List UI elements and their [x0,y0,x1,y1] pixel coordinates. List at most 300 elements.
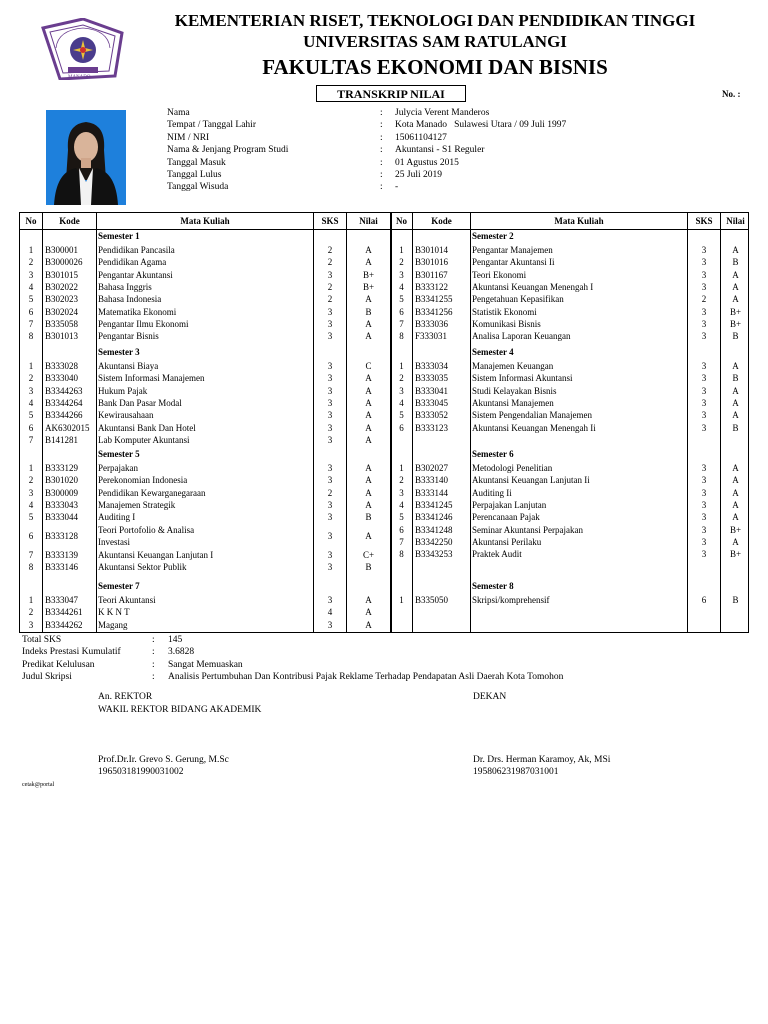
row-course: Praktek Audit [472,549,522,560]
row-grade: A [365,434,372,445]
row-code: B333043 [45,499,79,510]
row-grade: A [365,245,372,255]
student-field-label: Tempat / Tanggal Lahir [167,120,256,131]
row-course: Statistik Ekonomi [472,306,537,317]
row-sks: 3 [701,549,707,560]
student-field-colon: : [380,182,383,193]
row-course: Akuntansi Manajemen [472,397,554,408]
row-no: 6 [28,422,34,433]
row-code: B301014 [415,245,449,255]
row-sks: 3 [701,373,707,384]
row-grade: B+ [729,318,742,329]
summary-value: 3.6828 [168,647,195,658]
row-course: Perpajakan Lanjutan [472,499,547,510]
row-course: Seminar Akuntansi Perpajakan [472,524,583,535]
row-code: B301013 [45,331,79,342]
row-sks: 3 [701,410,707,421]
row-no: 5 [28,512,34,523]
row-sks: 3 [701,385,707,396]
row-no: 1 [28,361,34,371]
row-sks: 3 [327,595,333,605]
row-grade: A [732,281,739,292]
column-header-mk: Mata Kuliah [554,216,604,226]
row-course: Teori Ekonomi [472,269,527,280]
row-no: 2 [28,475,34,486]
row-sks: 2 [327,294,333,305]
row-code: B3342250 [415,536,453,547]
row-code: B333123 [415,422,449,433]
row-no: 4 [28,397,34,408]
row-no: 5 [399,410,404,421]
row-sks: 3 [327,385,333,396]
row-grade: A [365,410,372,421]
student-field-colon: : [380,132,383,143]
row-no: 2 [399,475,404,486]
row-code: B301015 [45,269,79,280]
row-no: 6 [28,306,34,317]
row-course: Auditing I [98,512,136,523]
row-grade: A [365,530,372,541]
row-no: 4 [399,281,404,292]
row-code: B333146 [45,561,79,572]
row-grade: A [365,318,372,329]
column-header-sks: SKS [321,216,339,226]
row-sks: 3 [701,524,707,535]
row-no: 6 [399,306,404,317]
row-course: Skripsi/komprehensif [472,595,550,605]
row-code: B333028 [45,361,79,371]
row-no: 2 [28,257,34,268]
row-code: B333045 [415,397,449,408]
row-grade: A [732,512,739,523]
row-grade: C+ [362,549,375,560]
row-code: B333040 [45,373,79,384]
row-no: 3 [28,619,34,630]
row-grade: A [732,385,739,396]
row-grade: A [732,269,739,280]
row-course: Metodologi Penelitian [472,463,553,473]
row-course: Pengantar Manajemen [472,245,553,255]
student-field-value: Akuntansi - S1 Reguler [395,145,485,156]
row-grade: A [365,499,372,510]
faculty-title: FAKULTAS EKONOMI DAN BISNIS [262,55,608,79]
row-code: B3344266 [45,410,83,421]
row-course: Magang [98,619,128,630]
row-no: 1 [28,463,34,473]
row-grade: A [365,331,372,342]
row-sks: 3 [327,434,333,445]
row-no: 2 [399,257,404,268]
row-code: B3341245 [415,499,453,510]
row-grade: B [365,306,372,317]
row-course: Bahasa Inggris [98,281,152,292]
row-grade: B [732,595,739,605]
row-grade: A [732,361,739,371]
row-sks: 3 [701,512,707,523]
row-no: 4 [399,499,404,510]
row-no: 3 [399,269,404,280]
row-no: 2 [28,607,34,618]
student-field-label: Nama [167,108,190,118]
row-course: Akuntansi Keuangan Menengah I [472,281,594,292]
row-course: Matematika Ekonomi [98,306,177,317]
row-sks: 6 [701,595,707,605]
column-header-no: No [25,216,37,226]
row-no: 1 [399,463,404,473]
student-field-colon: : [380,120,383,131]
row-no: 1 [28,245,34,255]
row-code: B302027 [415,463,449,473]
summary-label: Predikat Kelulusan [22,659,95,670]
row-course: Bank Dan Pasar Modal [98,397,182,408]
document-title: TRANSKRIP NILAI [337,87,445,101]
row-code: B302024 [45,306,79,317]
row-no: 7 [28,549,34,560]
summary-colon: : [152,672,155,683]
row-code: B333041 [415,385,449,396]
student-photo [46,110,126,205]
row-grade: A [365,463,372,473]
row-no: 7 [28,318,34,329]
row-sks: 3 [701,318,707,329]
row-no: 1 [399,361,404,371]
summary-value: Sangat Memuaskan [168,659,243,670]
row-grade: A [732,397,739,408]
row-no: 5 [399,294,404,305]
row-grade: A [732,410,739,421]
row-sks: 3 [701,422,707,433]
row-course: Manajemen Strategik [98,499,176,510]
column-header-nilai: Nilai [726,216,745,226]
student-field-value: - [395,182,399,193]
semester-heading: Semester 8 [472,581,514,591]
row-grade: A [365,397,372,408]
row-course: Akuntansi Keuangan Menengah Ii [472,422,596,433]
row-grade: B [365,561,372,572]
row-grade: A [732,475,739,486]
row-course: Pengetahuan Kepasifikan [472,294,564,305]
row-sks: 3 [327,549,333,560]
row-code: B302023 [45,294,79,305]
row-grade: B [732,422,739,433]
dean-signer-nip: 195806231987031001 [473,767,559,777]
row-sks: 3 [701,397,707,408]
row-grade: A [365,475,372,486]
row-no: 5 [399,512,404,523]
row-code: B333044 [45,512,79,523]
row-no: 7 [399,318,404,329]
row-sks: 3 [701,475,707,486]
rector-signer-nip: 196503181990031002 [98,767,184,777]
row-course: Akuntansi Bank Dan Hotel [98,422,196,433]
row-course: Pengantar Akuntansi Ii [472,257,555,268]
row-sks: 3 [701,331,707,342]
column-header-kode: Kode [431,216,452,226]
row-code: B333047 [45,595,79,605]
row-sks: 3 [701,281,707,292]
column-header-kode: Kode [59,216,80,226]
row-no: 8 [399,549,404,560]
row-code: B3344263 [45,385,83,396]
row-course: Akuntansi Perilaku [472,536,542,547]
row-course: Hukum Pajak [98,385,148,396]
summary-label: Judul Skripsi [22,672,72,683]
row-sks: 3 [327,397,333,408]
row-sks: 3 [327,373,333,384]
semester-heading: Semester 6 [472,449,514,459]
row-course: Manajemen Keuangan [472,361,554,371]
row-code: F333031 [415,331,448,342]
row-no: 3 [399,487,404,498]
row-grade: A [732,463,739,473]
document-number-label: No. : [722,89,741,99]
row-no: 7 [28,434,34,445]
row-grade: B+ [729,549,742,560]
row-code: B333129 [45,463,79,473]
student-field-label: NIM / NRI [167,132,210,143]
row-no: 3 [28,269,34,280]
row-course: Perencanaan Pajak [472,512,540,523]
column-header-sks: SKS [695,216,713,226]
row-course: Pengantar Akuntansi [98,269,173,280]
row-grade: A [732,499,739,510]
row-course: Pengantar Bisnis [98,331,159,342]
row-no: 8 [28,561,34,572]
row-grade: A [365,422,372,433]
row-grade: A [732,294,739,305]
row-course: Lab Komputer Akuntansi [98,434,190,445]
row-code: B300009 [45,487,79,498]
student-field-label: Tanggal Lulus [167,170,222,180]
row-no: 8 [28,331,34,342]
row-sks: 3 [327,306,333,317]
row-grade: A [732,487,739,498]
row-sks: 2 [327,281,333,292]
row-course: Perpajakan [98,463,138,473]
row-grade: B+ [729,306,742,317]
student-field-label: Tanggal Wisuda [167,182,229,193]
row-code: B333035 [415,373,449,384]
row-course: Analisa Laporan Keuangan [472,331,571,342]
semester-heading: Semester 3 [98,347,140,357]
row-code: B3341255 [415,294,453,305]
row-no: 7 [399,536,404,547]
row-code: B333036 [415,318,449,329]
row-grade: B [732,373,739,384]
row-code: B3344262 [45,619,83,630]
column-header-mk: Mata Kuliah [180,216,230,226]
row-grade: A [732,536,739,547]
row-course: Bahasa Indonesia [98,294,162,305]
row-course: Akuntansi Biaya [98,361,159,371]
logo-caption: MANADO [68,75,91,80]
row-code: B333052 [415,410,449,421]
row-no: 6 [399,524,404,535]
dean-signer-name: Dr. Drs. Herman Karamoy, Ak, MSi [473,755,611,765]
semester-heading: Semester 2 [472,231,514,241]
row-grade: A [365,487,372,498]
row-code: B333144 [415,487,449,498]
row-sks: 3 [327,561,333,572]
row-no: 5 [28,294,34,305]
row-grade: B [365,512,372,523]
row-grade: A [732,245,739,255]
row-code: B333139 [45,549,79,560]
row-sks: 3 [327,463,333,473]
semester-heading: Semester 1 [98,231,140,241]
row-code: B333034 [415,361,449,371]
row-course: Akuntansi Keuangan Lanjutan I [98,549,214,560]
row-course: Studi Kelayakan Bisnis [472,385,557,396]
row-sks: 3 [327,475,333,486]
row-course: Sistem Informasi Manajemen [98,373,205,384]
row-no: 3 [399,385,404,396]
rector-signer-name: Prof.Dr.Ir. Grevo S. Gerung, M.Sc [98,755,229,765]
row-course: Auditing Ii [472,487,512,498]
row-code: B302022 [45,281,79,292]
row-no: 3 [28,487,34,498]
row-grade: A [365,595,372,605]
summary-colon: : [152,647,155,658]
university-logo [38,18,126,80]
row-grade: A [365,257,372,268]
row-grade: A [365,294,372,305]
row-sks: 3 [701,269,707,280]
row-course: Teori Akuntansi [98,595,156,605]
row-sks: 4 [327,607,333,618]
rector-label: An. REKTOR [98,692,153,702]
row-no: 1 [399,245,404,255]
row-grade: B [732,331,739,342]
row-grade: A [365,607,372,618]
row-sks: 2 [327,257,333,268]
student-field-label: Nama & Jenjang Program Studi [167,145,289,156]
row-sks: 3 [327,619,333,630]
summary-colon: : [152,635,155,645]
row-course: Akuntansi Sektor Publik [98,561,187,572]
row-grade: B [732,257,739,268]
row-sks: 3 [701,536,707,547]
dean-label: DEKAN [473,692,507,702]
row-code: B3341246 [415,512,453,523]
row-code: B333128 [45,530,79,541]
row-code: B3344264 [45,397,83,408]
row-no: 6 [28,530,34,541]
row-code: B3341248 [415,524,453,535]
row-course: Kewirausahaan [98,410,154,421]
student-field-value: Kota Manado Sulawesi Utara / 09 Juli 1997 [395,120,567,131]
row-code: B335050 [415,595,449,605]
row-code: B301016 [415,257,449,268]
row-grade: B+ [729,524,742,535]
ministry-title: KEMENTERIAN RISET, TEKNOLOGI DAN PENDIDIKAN TINGGI [174,11,696,30]
row-course: Pendidikan Kewarganegaraan [98,487,206,498]
row-course: Komunikasi Bisnis [472,318,541,329]
row-code: B333140 [415,475,449,486]
row-course: Akuntansi Keuangan Lanjutan Ii [472,475,590,486]
student-field-value: 01 Agustus 2015 [395,157,459,168]
row-code: B3343253 [415,549,453,560]
row-grade: A [365,619,372,630]
row-sks: 2 [701,294,707,305]
student-field-colon: : [380,108,383,118]
student-field-value: 15061104127 [395,132,447,143]
row-sks: 2 [327,245,333,255]
row-sks: 3 [701,257,707,268]
row-course: Pendidikan Pancasila [98,245,175,255]
row-no: 1 [28,595,34,605]
semester-heading: Semester 4 [472,347,514,357]
row-course: K K N T [98,607,130,618]
row-no: 3 [28,385,34,396]
row-no: 4 [399,397,404,408]
row-course: Sistem Pengendalian Manajemen [472,410,592,421]
row-sks: 3 [327,512,333,523]
row-no: 4 [28,499,34,510]
print-note: cetak@portal [22,782,55,788]
row-course: Teori Portofolio & Analisa Investasi [98,524,195,547]
row-grade: C [365,361,372,371]
grades-table [19,212,749,633]
row-course: Pendidikan Agama [98,257,167,268]
summary-label: Indeks Prestasi Kumulatif [22,647,121,658]
row-code: B3341256 [415,306,453,317]
row-grade: A [365,373,372,384]
row-code: B3344261 [45,607,83,618]
row-sks: 3 [701,306,707,317]
row-sks: 3 [327,499,333,510]
row-code: B141281 [45,434,79,445]
column-header-no: No [396,216,407,226]
row-code: B335058 [45,318,79,329]
row-grade: B+ [362,281,375,292]
row-sks: 3 [327,410,333,421]
row-sks: 3 [327,422,333,433]
column-header-nilai: Nilai [359,216,378,226]
row-no: 2 [399,373,404,384]
row-no: 5 [28,410,34,421]
row-sks: 3 [327,318,333,329]
row-no: 2 [28,373,34,384]
row-course: Pengantar Ilmu Ekonomi [98,318,189,329]
row-course: Perekonomian Indonesia [98,475,188,486]
student-field-colon: : [380,157,383,168]
row-grade: B+ [362,269,375,280]
summary-label: Total SKS [22,635,62,645]
summary-colon: : [152,659,155,670]
row-sks: 3 [327,530,333,541]
row-sks: 3 [701,487,707,498]
student-field-value: 25 Juli 2019 [395,170,442,180]
semester-heading: Semester 5 [98,449,140,459]
row-code: B300001 [45,245,79,255]
row-sks: 3 [327,361,333,371]
row-code: AK6302015 [45,422,90,433]
semester-heading: Semester 7 [98,581,140,591]
summary-value: Analisis Pertumbuhan Dan Kontribusi Pajak Reklame Terhadap Pendapatan Asli Daerah Kota Tomohon [168,672,564,683]
row-no: 6 [399,422,404,433]
student-field-colon: : [380,170,383,180]
row-code: B301020 [45,475,79,486]
row-sks: 3 [701,463,707,473]
row-sks: 3 [701,245,707,255]
row-code: B3000026 [45,257,83,268]
row-sks: 3 [327,331,333,342]
row-no: 8 [399,331,404,342]
row-code: B301167 [415,269,448,280]
row-no: 4 [28,281,34,292]
summary-value: 145 [168,635,183,645]
